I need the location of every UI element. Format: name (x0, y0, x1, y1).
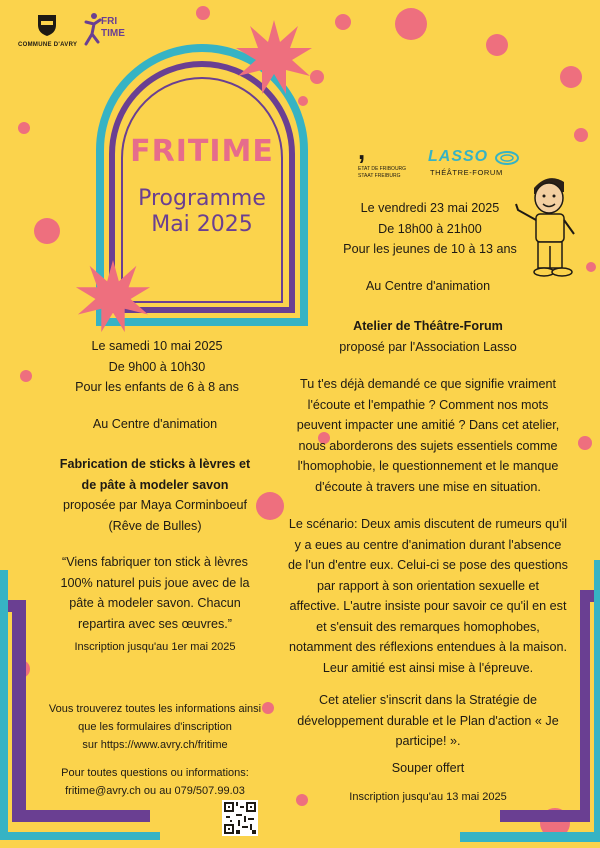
contact-block (30, 764, 280, 800)
starburst-top (234, 18, 314, 98)
dot (574, 128, 588, 142)
event1-quote (30, 552, 280, 634)
lasso-rope-icon (494, 148, 520, 168)
text-line: de l'un d'entre eux. Celui-ci se pose des questions (288, 558, 568, 572)
arch-title: FRITIME (130, 134, 274, 169)
text-line: nous aborderons des sujets essentiels comme (298, 438, 558, 453)
event2-title-block (300, 316, 556, 357)
qr-code-icon[interactable] (222, 800, 258, 836)
event2-audience: Pour les jeunes de 10 à 13 ans (343, 242, 517, 256)
text-line: et s'ensuit des remarques homophobes, (316, 619, 540, 634)
event2-date: Le vendredi 23 mai 2025 (360, 201, 500, 215)
text-line: d'écoute à travers une mise en situation. (315, 479, 541, 494)
shield-icon (36, 13, 58, 37)
text-line: l'écoute et l'empathie ? Comment nos mots (307, 397, 549, 412)
commune-logo-text: COMMUNE D'AVRY (18, 42, 78, 48)
website-link[interactable]: sur https://www.avry.ch/fritime (82, 739, 228, 751)
programme-month: Mai 2025 (151, 212, 253, 237)
fritime-logo-fri: FRI (101, 16, 118, 27)
event1-audience: Pour les enfants de 6 à 8 ans (75, 380, 239, 394)
text-line: Pour toutes questions ou informations: (61, 767, 249, 779)
event2-paragraph-1 (266, 374, 590, 497)
text-line: Tu t'es déjà demandé ce que signifie vraiment (299, 377, 557, 391)
dot (486, 34, 508, 56)
text-line: l'homophobie, le questionnement et le manque (297, 459, 559, 473)
contact-email-phone[interactable]: fritime@avry.ch ou au 079/507.99.03 (65, 785, 245, 797)
dot (335, 14, 351, 30)
event2-location: Au Centre d'animation (365, 279, 491, 293)
dot (395, 8, 427, 40)
text-line: participe! ». (395, 734, 461, 748)
event1-by-line2: (Rêve de Bulles) (108, 518, 202, 533)
etat-logo-line2: STAAT FREIBURG (358, 173, 401, 179)
event2-paragraph-3 (266, 690, 590, 752)
event2-by: proposé par l'Association Lasso (339, 339, 517, 354)
text-line: pâte à modeler savon. Chacun (69, 596, 241, 610)
text-line: Cet atelier s'inscrit dans la Stratégie de (318, 693, 537, 707)
event1-title-block (30, 454, 280, 536)
event1-location: Au Centre d'animation (92, 417, 218, 431)
text-line: Leur amitié est ainsi mise à l'épreuve. (322, 660, 534, 675)
event2-paragraph-2 (266, 514, 590, 678)
text-line: 100% naturel puis joue avec de la (60, 575, 250, 590)
text-line: repartira avec ses œuvres.” (78, 616, 232, 631)
event2-time: De 18h00 à 21h00 (378, 221, 482, 236)
text-line: par rapport à son orientation sexuelle et (317, 578, 539, 593)
event1-time: De 9h00 à 10h30 (108, 359, 206, 374)
event1-by-line1: proposée par Maya Corminboeuf (62, 498, 248, 512)
text-line: développement durable et le Plan d'action « Je (297, 713, 559, 728)
etat-logo-mark: , (358, 135, 366, 165)
text-line: Le scénario: Deux amis discutent de rumeurs qu'il (288, 517, 568, 531)
dot (196, 6, 210, 20)
lasso-logo: LASSO (428, 148, 489, 165)
text-line: Vous trouverez toutes les informations ainsi (48, 703, 262, 715)
dot (560, 66, 582, 88)
text-line: peuvent impacter une amitié ? Dans cet atelier, (296, 418, 560, 432)
text-line: notamment des réflexions entendues à la maison. (289, 640, 567, 654)
event2-meal: Souper offert (391, 761, 465, 775)
text-line: que les formulaires d'inscription (78, 721, 232, 733)
event2-header (330, 198, 530, 260)
event1-date: Le samedi 10 mai 2025 (91, 339, 223, 353)
text-line: y a eues au centre d'animation durant l'absence (294, 537, 562, 552)
event1-registration: Inscription jusqu'au 1er mai 2025 (74, 641, 236, 653)
dot (34, 218, 60, 244)
etat-logo-line1: ETAT DE FRIBOURG (358, 166, 407, 172)
event1-title-line2: de pâte à modeler savon (81, 477, 229, 492)
fritime-logo-time: TIME (101, 28, 125, 39)
event2-title: Atelier de Théâtre-Forum (353, 319, 503, 333)
fritime-figure-icon (82, 12, 102, 46)
dot (18, 122, 30, 134)
dot (20, 370, 32, 382)
event2-registration: Inscription jusqu'au 13 mai 2025 (349, 791, 507, 803)
event1-title-line1: Fabrication de sticks à lèvres et (59, 457, 251, 471)
lasso-subtitle: THÉÂTRE-FORUM (430, 168, 503, 177)
event1-header (52, 336, 262, 398)
text-line: affective. L'autre insiste pour savoir ce qu'il en est (289, 599, 567, 613)
info-block (30, 700, 280, 754)
text-line: “Viens fabriquer ton stick à lèvres (62, 555, 248, 569)
starburst-bottom (74, 258, 152, 336)
programme-label: Programme (138, 186, 266, 211)
